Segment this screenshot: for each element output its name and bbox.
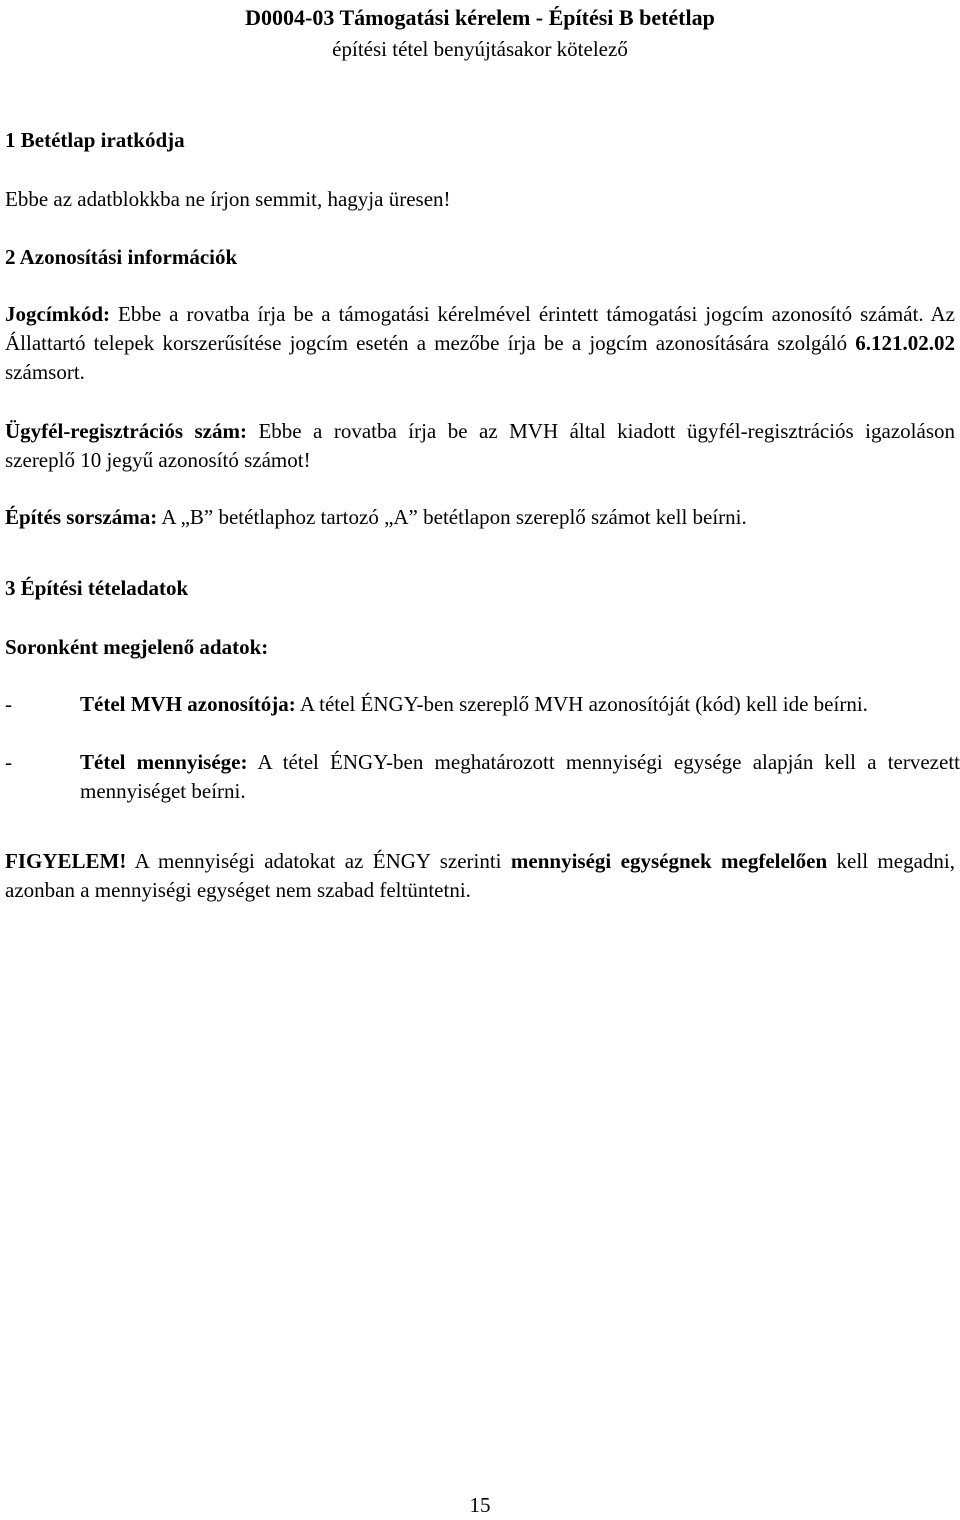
document-subtitle: építési tétel benyújtásakor kötelező xyxy=(332,37,628,61)
ugyfel-text: Ebbe a rovatba írja be az MVH által kiadott ügyfél-regisztrációs igazoláson szereplő 10 jegyű azonosító számot! xyxy=(5,419,955,472)
section-3-heading: 3 Építési tételadatok xyxy=(5,576,189,600)
ugyfel-label: Ügyfél-regisztrációs szám: xyxy=(5,419,247,443)
section-1-heading: 1 Betétlap iratkódja xyxy=(5,128,185,152)
notice-label: FIGYELEM! xyxy=(5,849,127,873)
list-item-body: A tétel ÉNGY-ben meghatározott mennyiségi egysége alapján kell a tervezett mennyiséget beírni. xyxy=(80,750,960,803)
jogcimkod-text-end: számsort. xyxy=(5,360,85,384)
notice-text: A mennyiségi adatokat az ÉNGY szerinti xyxy=(126,849,511,873)
list-item xyxy=(5,748,960,806)
epites-paragraph xyxy=(5,503,955,532)
jogcimkod-label: Jogcímkód: xyxy=(5,302,110,326)
jogcimkod-paragraph xyxy=(5,300,955,387)
section-2-heading: 2 Azonosítási információk xyxy=(5,245,238,269)
section-3-subheading: Soronként megjelenő adatok: xyxy=(5,635,269,659)
list-item-body: A tétel ÉNGY-ben szereplő MVH azonosítóját (kód) kell ide beírni. xyxy=(295,692,868,716)
section-1-text: Ebbe az adatblokkba ne írjon semmit, hagyja üresen! xyxy=(5,187,451,211)
list-item-text xyxy=(80,748,960,806)
list-item-label: Tétel mennyisége: xyxy=(80,750,248,774)
document-title: D0004-03 Támogatási kérelem - Építési B betétlap xyxy=(245,5,715,30)
page-number: 15 xyxy=(469,1493,491,1517)
list-item xyxy=(5,690,955,748)
epites-text: A „B” betétlaphoz tartozó „A” betétlapon szereplő számot kell beírni. xyxy=(157,505,747,529)
notice-emphasis: mennyiségi egységnek megfelelően xyxy=(510,849,828,873)
list-dash: - xyxy=(5,750,12,774)
epites-label: Építés sorszáma: xyxy=(5,505,158,529)
jogcimkod-code: 6.121.02.02 xyxy=(855,331,955,355)
ugyfel-paragraph xyxy=(5,417,955,475)
list-dash: - xyxy=(5,692,12,716)
notice-paragraph xyxy=(5,847,955,905)
list-item-label: Tétel MVH azonosítója: xyxy=(80,692,296,716)
notice-text-end: kell megadni, azonban a mennyiségi egységet nem szabad feltüntetni. xyxy=(5,849,955,902)
jogcimkod-text: Ebbe a rovatba írja be a támogatási kérelmével érintett támogatási jogcím azonosító számát. Az Állattartó telepek korszerűsítése jogcím esetén a mezőbe írja be a jogcím azonosítására szolgáló xyxy=(5,302,955,355)
list-item-text xyxy=(80,690,960,719)
